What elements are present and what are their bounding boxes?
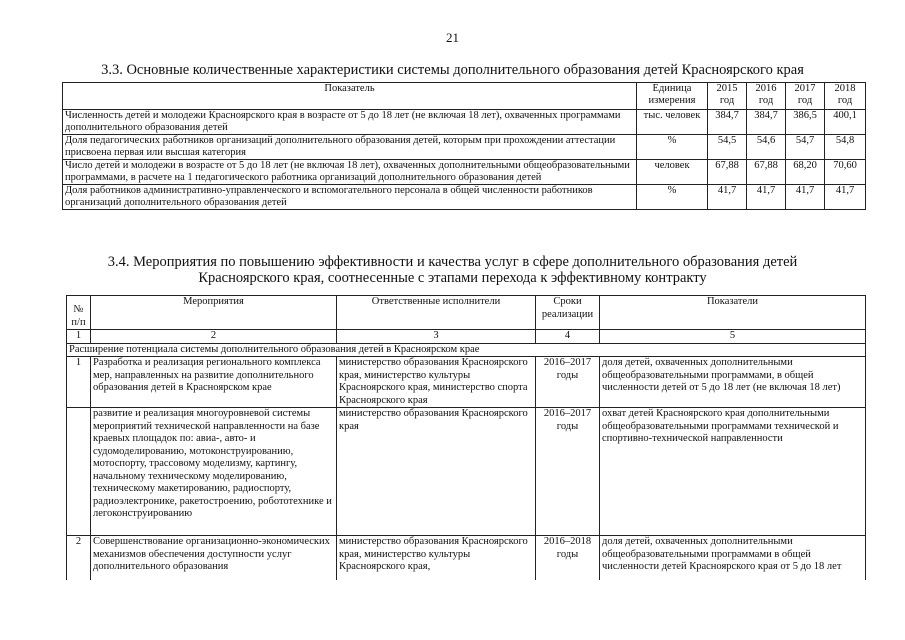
page-bottom-margin xyxy=(0,580,905,640)
indicator-cell: Доля педагогических работников организаций дополнительного образования детей, которым при прохождении аттестации присвоена первая или высшая категория xyxy=(63,135,637,160)
header-measures: Мероприятия xyxy=(91,296,337,330)
measure-cell: развитие и реализация многоуровневой системы мероприятий технической направленности на базе краевых площадок по: авиа-, авто- и судомоделированию, мотоконструированию, мотоспорту, трассовому моделизму, картингу, начальному техническому моделированию, техническому макетированию, радиоспорту, радиоэлектронике, ракетостроению, робототехнике и легоконструированию xyxy=(91,408,337,536)
value-cell: 41,7 xyxy=(708,185,747,210)
executors-cell: министерство образования Красноярского края, министерство культуры Красноярского края, министерство спорта Красноярского края xyxy=(337,357,536,408)
executors-cell: министерство образования Красноярского края xyxy=(337,408,536,536)
section-3-3-title: 3.3. Основные количественные характеристики системы дополнительного образования детей Красноярского края xyxy=(101,62,804,78)
group-title: Расширение потенциала системы дополнительного образования детей в Красноярском крае xyxy=(67,343,866,357)
header-year: 2015 год xyxy=(708,83,747,110)
unit-cell: % xyxy=(637,185,708,210)
header-unit: Единица измерения xyxy=(637,83,708,110)
table-row xyxy=(63,135,866,160)
table-row xyxy=(67,536,866,586)
row-number xyxy=(67,408,91,536)
section-3-4-title-line1: 3.4. Мероприятия по повышению эффективности и качества услуг в сфере дополнительного образования детей xyxy=(107,254,798,270)
section-3-4-title-line2: Красноярского края, соотнесенные с этапами перехода к эффективному контракту xyxy=(198,270,707,286)
header-indicators: Показатели xyxy=(600,296,866,330)
measures-table xyxy=(66,295,866,586)
table-header-row xyxy=(67,296,866,330)
value-cell: 41,7 xyxy=(786,185,825,210)
row-number: 1 xyxy=(67,357,91,408)
value-cell: 54,6 xyxy=(747,135,786,160)
unit-cell: человек xyxy=(637,160,708,185)
characteristics-table xyxy=(62,82,866,210)
terms-cell: 2016–2017 годы xyxy=(536,357,600,408)
terms-cell: 2016–2017 годы xyxy=(536,408,600,536)
value-cell: 386,5 xyxy=(786,110,825,135)
indicator-cell: Число детей и молодежи в возрасте от 5 до 18 лет (не включая 18 лет), охваченных дополнительными общеобразовательными программами, в расчете на 1 педагогического работника организаций дополнительного образования детей xyxy=(63,160,637,185)
column-number: 3 xyxy=(337,330,536,344)
value-cell: 54,5 xyxy=(708,135,747,160)
unit-cell: тыс. человек xyxy=(637,110,708,135)
value-cell: 68,20 xyxy=(786,160,825,185)
header-year: 2017 год xyxy=(786,83,825,110)
value-cell: 67,88 xyxy=(708,160,747,185)
value-cell: 41,7 xyxy=(825,185,866,210)
indicator-cell: Численность детей и молодежи Красноярского края в возрасте от 5 до 18 лет (не включая 18 лет), охваченных программами дополнительного образования детей xyxy=(63,110,637,135)
table-row xyxy=(63,160,866,185)
column-number: 4 xyxy=(536,330,600,344)
header-year: 2018 год xyxy=(825,83,866,110)
terms-cell: 2016–2018 годы xyxy=(536,536,600,586)
column-number: 2 xyxy=(91,330,337,344)
header-executors: Ответственные исполнители xyxy=(337,296,536,330)
table-row xyxy=(63,110,866,135)
value-cell: 41,7 xyxy=(747,185,786,210)
value-cell: 67,88 xyxy=(747,160,786,185)
row-number: 2 xyxy=(67,536,91,586)
column-number: 5 xyxy=(600,330,866,344)
value-cell: 54,7 xyxy=(786,135,825,160)
indicators-cell: доля детей, охваченных дополнительными общеобразовательными программами в общей численности детей Красноярского края от 5 до 18 лет xyxy=(600,536,866,586)
column-number-row xyxy=(67,330,866,344)
header-indicator: Показатель xyxy=(63,83,637,110)
value-cell: 384,7 xyxy=(708,110,747,135)
table-header-row xyxy=(63,83,866,110)
column-number: 1 xyxy=(67,330,91,344)
header-num: № п/п xyxy=(67,296,91,330)
header-year: 2016 год xyxy=(747,83,786,110)
indicator-cell: Доля работников административно-управленческого и вспомогательного персонала в общей численности работников организаций дополнительного образования детей xyxy=(63,185,637,210)
value-cell: 54,8 xyxy=(825,135,866,160)
value-cell: 400,1 xyxy=(825,110,866,135)
table-row xyxy=(67,357,866,408)
unit-cell: % xyxy=(637,135,708,160)
table-row xyxy=(63,185,866,210)
value-cell: 384,7 xyxy=(747,110,786,135)
measure-cell: Совершенствование организационно-экономических механизмов обеспечения доступности услуг дополнительного образования xyxy=(91,536,337,586)
table-row xyxy=(67,408,866,536)
indicators-cell: доля детей, охваченных дополнительными общеобразовательными программами, в общей численности детей от 5 до 18 лет (не включая 18 лет) xyxy=(600,357,866,408)
header-terms: Сроки реализации xyxy=(536,296,600,330)
indicators-cell: охват детей Красноярского края дополнительными общеобразовательными программами технической и спортивно-технической направленности xyxy=(600,408,866,536)
measure-cell: Разработка и реализация регионального комплекса мер, направленных на развитие дополнительного образования детей в Красноярском крае xyxy=(91,357,337,408)
executors-cell: министерство образования Красноярского края, министерство культуры Красноярского края, xyxy=(337,536,536,586)
group-row xyxy=(67,343,866,357)
value-cell: 70,60 xyxy=(825,160,866,185)
page-number: 21 xyxy=(446,30,459,45)
